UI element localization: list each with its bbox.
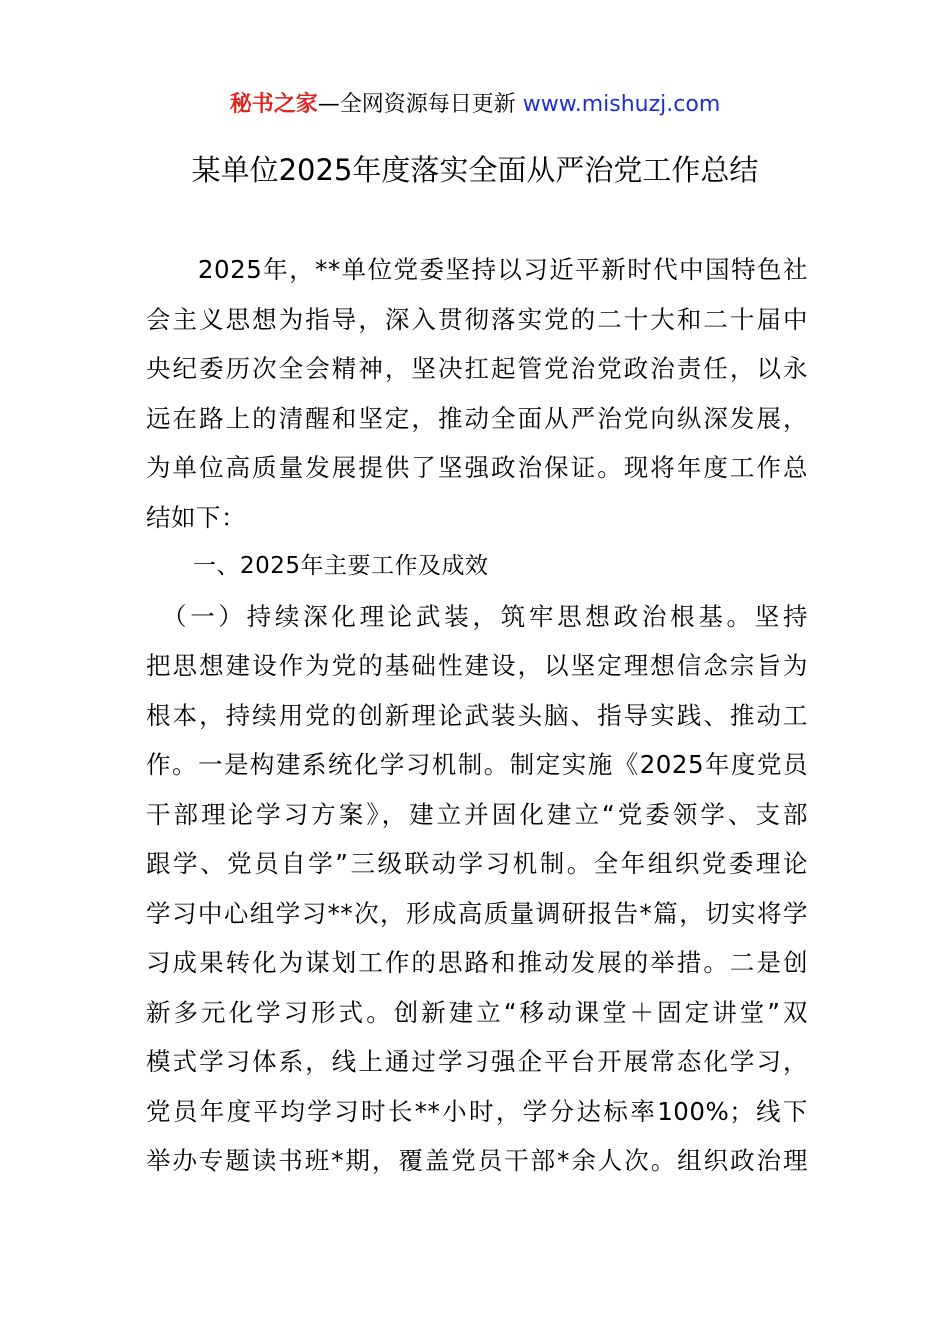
paragraph-line: 根本，持续用党的创新理论武装头脑、指导实践、推动工: [146, 700, 808, 730]
site-url[interactable]: www.mishuzj.com: [522, 92, 721, 117]
paragraph-line: （一）持续深化理论武装，筑牢思想政治根基。坚持: [146, 601, 808, 631]
paragraph-line: 学习中心组学习**次，形成高质量调研报告*篇，切实将学: [146, 898, 808, 928]
paragraph-line: 结如下：: [146, 502, 246, 532]
paragraph-line: 央纪委历次全会精神，坚决扛起管党治党政治责任，以永: [146, 354, 808, 383]
paragraph-line: 干部理论学习方案》，建立并固化建立“党委领学、支部: [146, 799, 808, 829]
paragraph-line: 新多元化学习形式。创新建立“移动课堂＋固定讲堂”双: [146, 997, 808, 1027]
paragraph-line: 跟学、党员自学”三级联动学习机制。全年组织党委理论: [146, 849, 808, 878]
document-title: 某单位2025年度落实全面从严治党工作总结: [191, 153, 759, 187]
paragraph-line: 党员年度平均学习时长**小时，学分达标率100%；线下: [146, 1096, 808, 1126]
site-brand: 秘书之家: [229, 92, 318, 117]
paragraph-line: 远在路上的清醒和坚定，推动全面从严治党向纵深发展，: [146, 403, 808, 433]
paragraph-line: 习成果转化为谋划工作的思路和推动发展的举措。二是创: [146, 948, 808, 977]
paragraph-line: 会主义思想为指导，深入贯彻落实党的二十大和二十届中: [146, 304, 808, 334]
site-header: [0, 88, 950, 122]
site-slogan: —全网资源每日更新: [317, 92, 523, 117]
paragraph-line: 模式学习体系，线上通过学习强企平台开展常态化学习，: [146, 1047, 808, 1076]
paragraph-line: 为单位高质量发展提供了坚强政治保证。现将年度工作总: [146, 453, 808, 482]
section-heading: 一、2025年主要工作及成效: [146, 553, 489, 579]
paragraph-line: 举办专题读书班*期，覆盖党员干部*余人次。组织政治理: [146, 1146, 808, 1175]
paragraph-line: 把思想建设作为党的基础性建设，以坚定理想信念宗旨为: [146, 651, 808, 680]
document-body: [146, 245, 808, 1186]
paragraph-line: 作。一是构建系统化学习机制。制定实施《2025年度党员: [146, 750, 808, 779]
paragraph-line: 2025年，**单位党委坚持以习近平新时代中国特色社: [146, 255, 808, 284]
